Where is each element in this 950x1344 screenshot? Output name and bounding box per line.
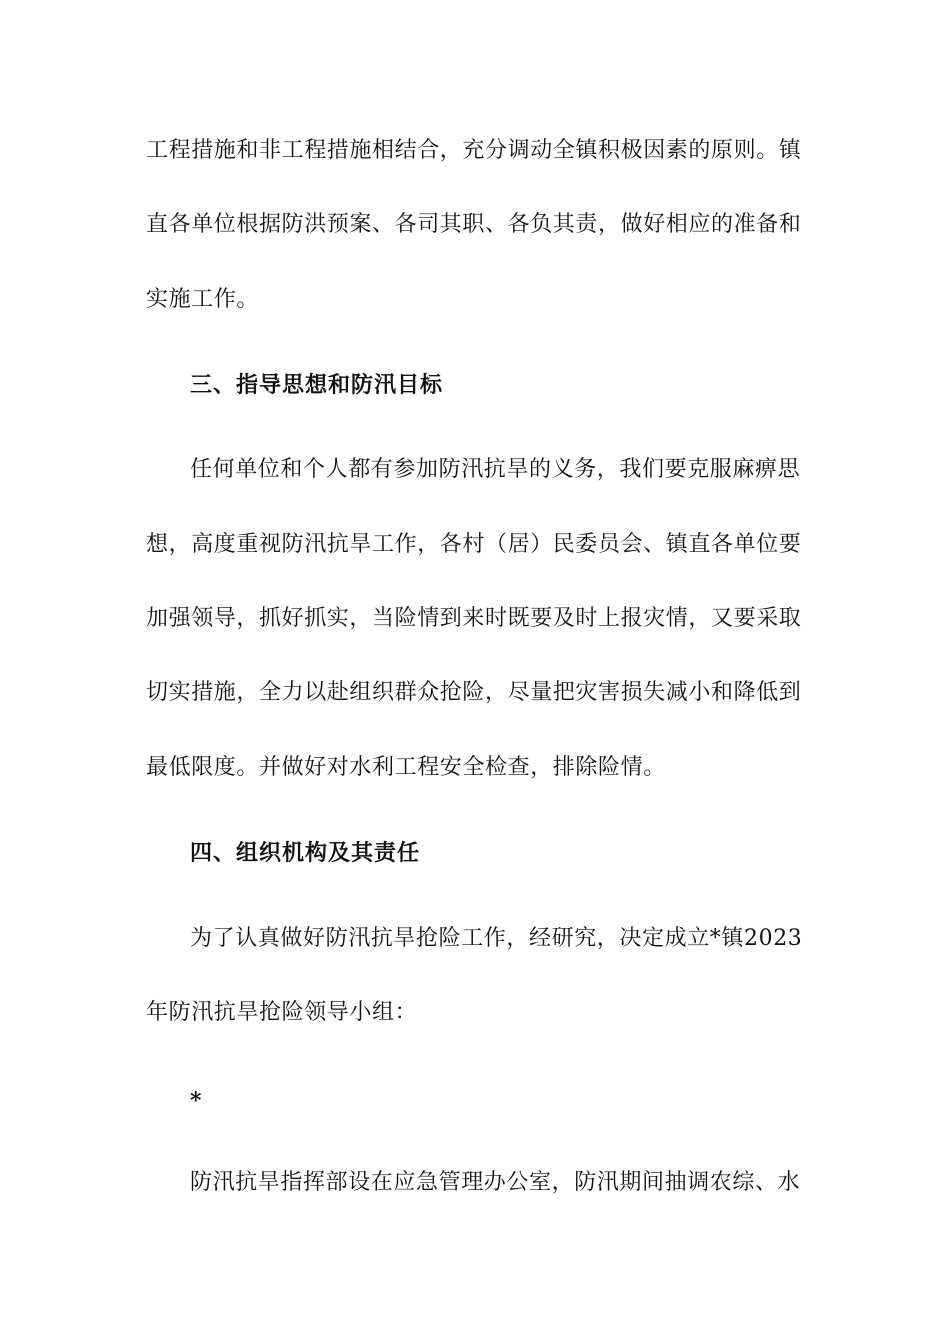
paragraph-line: 想，高度重视防汛抗旱工作，各村（居）民委员会、镇直各单位要 xyxy=(146,532,802,557)
section-heading-3: 三、指导思想和防汛目标 xyxy=(190,372,444,398)
paragraph-line: 任何单位和个人都有参加防汛抗旱的义务，我们要克服麻痹思 xyxy=(190,457,801,482)
paragraph-line: 年防汛抗旱抢险领导小组： xyxy=(146,1000,418,1025)
paragraph-line: 加强领导，抓好抓实，当险情到来时既要及时上报灾情，又要采取 xyxy=(146,606,802,631)
paragraph-line: 切实措施，全力以赴组织群众抢险，尽量把灾害损失减小和降低到 xyxy=(146,680,802,705)
asterisk-line: * xyxy=(190,1088,203,1114)
paragraph-line: 直各单位根据防洪预案、各司其职、各负其责，做好相应的准备和 xyxy=(146,212,802,237)
paragraph-line: 最低限度。并做好对水利工程安全检查，排除险情。 xyxy=(146,755,666,780)
paragraph-line: 防汛抗旱指挥部设在应急管理办公室，防汛期间抽调农综、水 xyxy=(190,1170,801,1195)
paragraph-line: 实施工作。 xyxy=(146,287,260,312)
paragraph-line: 为了认真做好防汛抗旱抢险工作，经研究，决定成立*镇2023 xyxy=(190,926,803,951)
section-heading-4: 四、组织机构及其责任 xyxy=(190,840,421,866)
paragraph-line: 工程措施和非工程措施相结合，充分调动全镇积极因素的原则。镇 xyxy=(146,138,802,163)
